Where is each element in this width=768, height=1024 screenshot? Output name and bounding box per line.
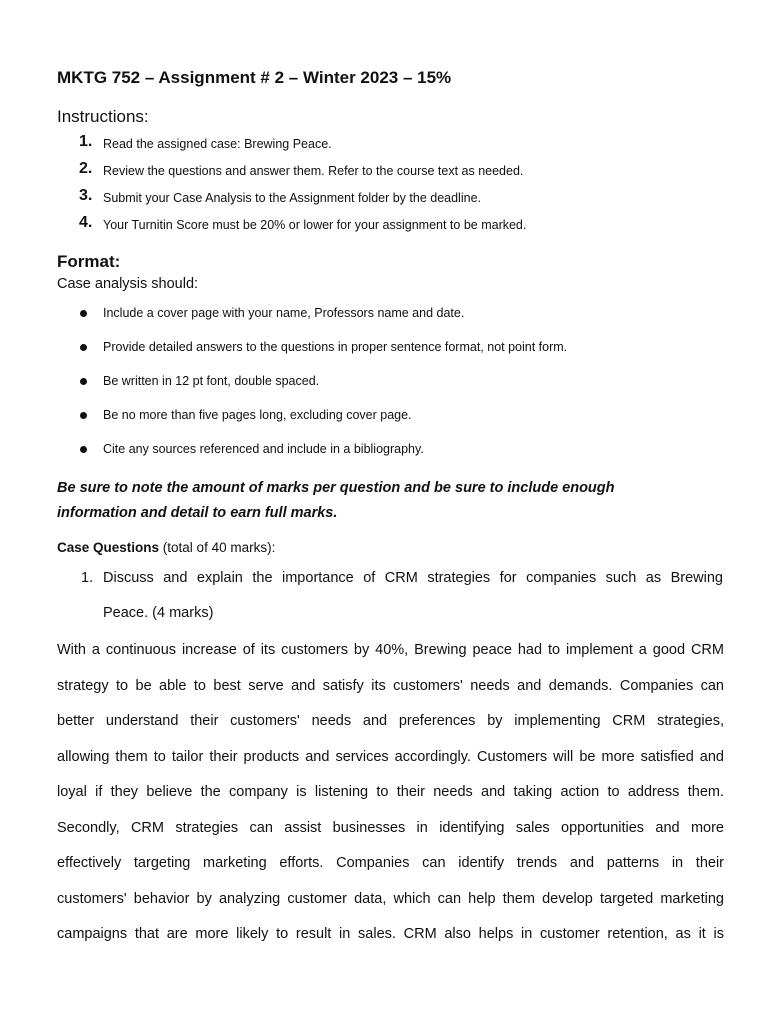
answer-line: With a continuous increase of its customers by 40%, Brewing peace had to implement a good CRM (57, 642, 724, 658)
answer-line: Secondly, CRM strategies can assist businesses in identifying sales opportunities and more (57, 820, 724, 836)
document-title: MKTG 752 – Assignment # 2 – Winter 2023 – 15% (57, 68, 452, 87)
answer-line: customers' behavior by analyzing customer data, which can help them develop targeted marketing (57, 891, 724, 907)
format-item: Provide detailed answers to the questions in proper sentence format, not point form. (103, 340, 568, 354)
instruction-number: 3. (79, 187, 93, 204)
bullet-icon (80, 412, 87, 419)
answer-line: better understand their customers' needs and preferences by implementing CRM strategies, (57, 713, 724, 729)
format-item: Be no more than five pages long, excluding cover page. (103, 408, 412, 422)
format-item: Cite any sources referenced and include in a bibliography. (103, 442, 424, 456)
marks-note-line: information and detail to earn full marks. (57, 505, 338, 521)
case-questions-total: (total of 40 marks): (159, 540, 276, 555)
instruction-item: Your Turnitin Score must be 20% or lower for your assignment to be marked. (103, 218, 527, 232)
bullet-icon (80, 310, 87, 317)
instruction-number: 4. (79, 214, 93, 231)
question-text-line: Peace. (4 marks) (103, 605, 214, 621)
instruction-number: 1. (79, 133, 93, 150)
answer-line: effectively targeting marketing efforts. Companies can identify trends and patterns in their (57, 855, 724, 871)
bullet-icon (80, 344, 87, 351)
case-questions-heading (57, 540, 275, 555)
instruction-item: Submit your Case Analysis to the Assignment folder by the deadline. (103, 191, 481, 205)
answer-line: allowing them to tailor their products and services accordingly. Customers will be more satisfied and (57, 749, 724, 765)
format-heading: Format: (57, 252, 121, 271)
format-item: Be written in 12 pt font, double spaced. (103, 374, 320, 388)
instruction-number: 2. (79, 160, 93, 177)
question-number: 1. (81, 570, 94, 586)
bullet-icon (80, 378, 87, 385)
case-questions-label: Case Questions (57, 540, 160, 555)
answer-line: campaigns that are more likely to result in sales. CRM also helps in customer retention, as it is (57, 926, 724, 942)
format-subheading: Case analysis should: (57, 276, 199, 292)
answer-line: strategy to be able to best serve and satisfy its customers' needs and demands. Companies can (57, 678, 724, 694)
answer-line: loyal if they believe the company is listening to their needs and taking action to address them. (57, 784, 724, 800)
instruction-item: Review the questions and answer them. Refer to the course text as needed. (103, 164, 524, 178)
bullet-icon (80, 446, 87, 453)
marks-note-line: Be sure to note the amount of marks per question and be sure to include enough (57, 480, 615, 496)
format-item: Include a cover page with your name, Professors name and date. (103, 306, 465, 320)
instructions-heading: Instructions: (57, 107, 149, 126)
instruction-item: Read the assigned case: Brewing Peace. (103, 137, 332, 151)
question-text-line: Discuss and explain the importance of CRM strategies for companies such as Brewing (103, 570, 723, 586)
